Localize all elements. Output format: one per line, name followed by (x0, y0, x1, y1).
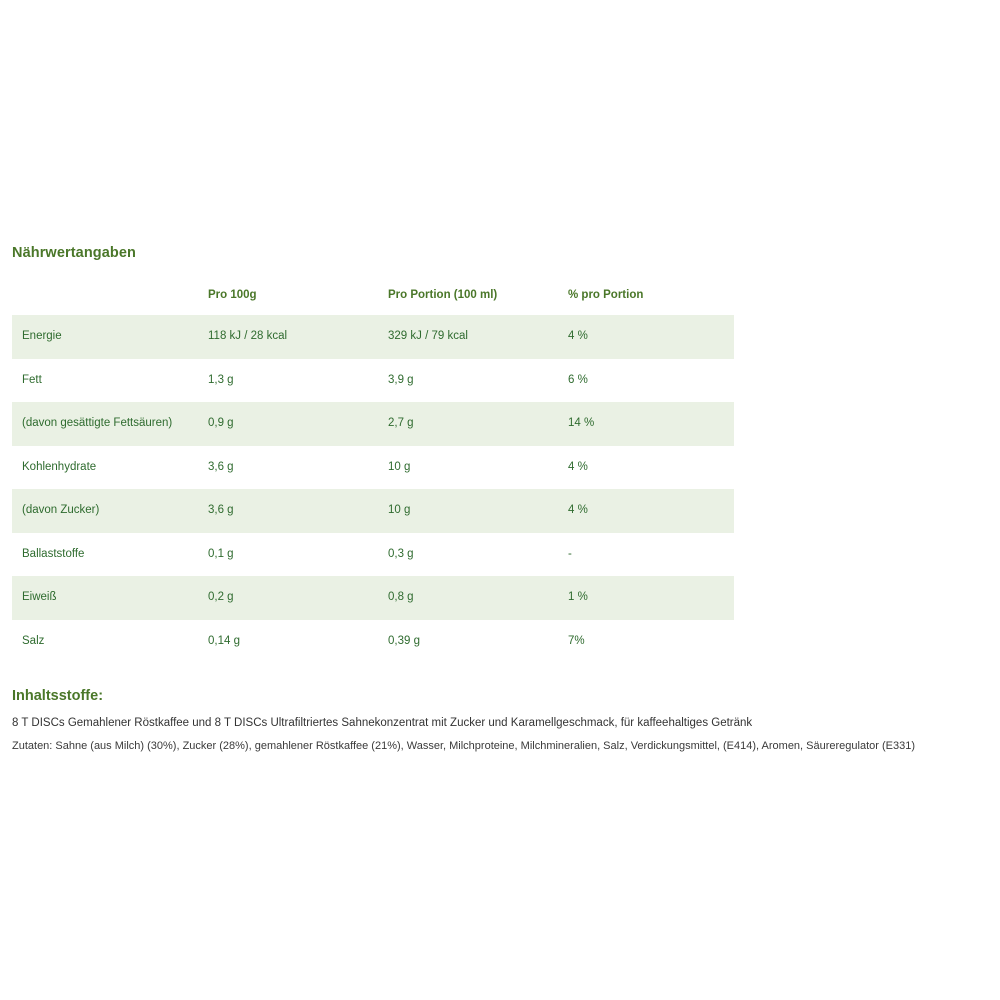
column-header-nutrient (12, 283, 198, 315)
row-value-per-100g: 0,1 g (198, 533, 378, 577)
row-label: (davon gesättigte Fettsäuren) (12, 402, 198, 446)
row-label: Eiweiß (12, 576, 198, 620)
ingredients-title: Inhaltsstoffe: (12, 688, 104, 704)
page-title: Nährwertangaben (12, 245, 136, 261)
ingredients-section (12, 688, 988, 762)
row-value-per-100g: 0,14 g (198, 620, 378, 664)
row-value-per-portion: 10 g (378, 446, 558, 490)
row-label: Kohlenhydrate (12, 446, 198, 490)
row-value-per-100g: 3,6 g (198, 446, 378, 490)
row-value-percent: 4 % (558, 446, 734, 490)
row-value-per-100g: 3,6 g (198, 489, 378, 533)
nutrition-section (12, 245, 988, 663)
row-value-per-portion: 0,8 g (378, 576, 558, 620)
column-header-per-portion: Pro Portion (100 ml) (388, 289, 498, 301)
column-header-percent-portion: % pro Portion (568, 289, 644, 301)
table-header (12, 283, 734, 315)
row-value-percent: 1 % (558, 576, 734, 620)
ingredients-list: Zutaten: Sahne (aus Milch) (30%), Zucker (28%), gemahlener Röstkaffee (21%), Wasser, Milchproteine, Milchmineralien, Salz, Verdickungsmittel, (E414), Aromen, Säureregulator (E331) (12, 740, 916, 753)
table-body (12, 315, 734, 663)
row-value-per-portion: 2,7 g (378, 402, 558, 446)
row-label: Energie (12, 315, 198, 359)
row-value-per-portion: 0,39 g (378, 620, 558, 664)
table-row (12, 576, 734, 620)
column-header-per-100g: Pro 100g (208, 289, 257, 301)
table-row (12, 359, 734, 403)
row-label: Salz (12, 620, 198, 664)
row-value-per-portion: 0,3 g (378, 533, 558, 577)
row-value-per-100g: 1,3 g (198, 359, 378, 403)
row-value-per-100g: 0,9 g (198, 402, 378, 446)
row-value-percent: 14 % (558, 402, 734, 446)
row-value-percent: 4 % (558, 489, 734, 533)
table-header-row (12, 283, 734, 315)
table-row (12, 489, 734, 533)
row-value-percent: 6 % (558, 359, 734, 403)
row-label: (davon Zucker) (12, 489, 198, 533)
row-value-percent: - (558, 533, 734, 577)
row-value-per-portion: 329 kJ / 79 kcal (378, 315, 558, 359)
row-label: Ballaststoffe (12, 533, 198, 577)
table-row (12, 315, 734, 359)
table-row (12, 533, 734, 577)
row-value-per-portion: 10 g (378, 489, 558, 533)
row-value-per-100g: 118 kJ / 28 kcal (198, 315, 378, 359)
row-value-percent: 7% (558, 620, 734, 664)
table-row (12, 402, 734, 446)
nutrition-table (12, 283, 734, 663)
row-value-percent: 4 % (558, 315, 734, 359)
row-value-per-100g: 0,2 g (198, 576, 378, 620)
ingredients-description: 8 T DISCs Gemahlener Röstkaffee und 8 T DISCs Ultrafiltriertes Sahnekonzentrat mit Zucker und Karamellgeschmack, für kaffeehaltiges Getränk (12, 717, 753, 729)
table-row (12, 446, 734, 490)
table-row (12, 620, 734, 664)
row-value-per-portion: 3,9 g (378, 359, 558, 403)
row-label: Fett (12, 359, 198, 403)
